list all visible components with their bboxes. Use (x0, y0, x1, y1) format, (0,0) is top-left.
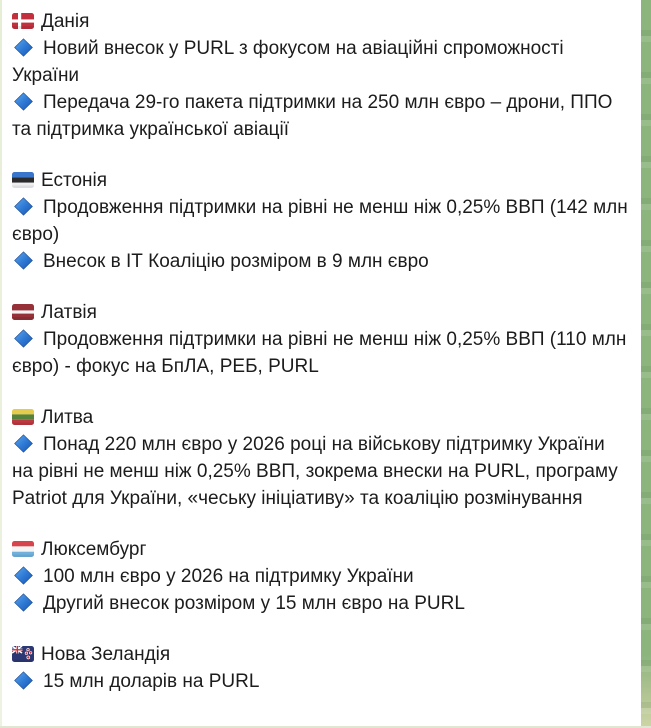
blue-diamond-icon (14, 197, 33, 216)
item-text: 100 млн євро у 2026 на підтримку України (43, 566, 414, 587)
blue-diamond-icon (14, 566, 33, 585)
item-text: 15 млн доларів на PURL (43, 671, 260, 692)
item-text: Внесок в ІТ Коаліцію розміром в 9 млн євро (43, 251, 429, 272)
support-item (12, 326, 631, 380)
country-header (12, 299, 631, 326)
bubble-left-edge (0, 0, 2, 728)
flag-denmark-icon (12, 13, 34, 29)
country-header (12, 536, 631, 563)
item-text: Другий внесок розміром у 15 млн євро на PURL (43, 593, 465, 614)
country-name: Литва (41, 407, 94, 428)
item-text: Новий внесок у PURL з фокусом на авіаційні спроможності України (12, 38, 564, 86)
country-header (12, 167, 631, 194)
support-item (12, 248, 631, 275)
blue-diamond-icon (14, 671, 33, 690)
item-text: Понад 220 млн євро у 2026 році на військову підтримку України на рівні не менш ніж 0,25% ВВП, зокрема внески на PURL, програму Patriot для України, «чеську ініціативу» та коаліцію розмінування (12, 434, 618, 509)
blue-diamond-icon (14, 593, 33, 612)
blue-diamond-icon (14, 434, 33, 453)
country-section-estonia (12, 167, 631, 275)
country-header (12, 404, 631, 431)
country-name: Латвія (41, 302, 97, 323)
item-text: Продовження підтримки на рівні не менш ніж 0,25% ВВП (142 млн євро) (12, 197, 628, 245)
country-section-latvia (12, 299, 631, 380)
item-text: Продовження підтримки на рівні не менш ніж 0,25% ВВП (110 млн євро) - фокус на БпЛА, РЕБ, PURL (12, 329, 627, 377)
country-header (12, 641, 631, 668)
support-item (12, 668, 631, 695)
blue-diamond-icon (14, 92, 33, 111)
country-section-denmark (12, 8, 631, 143)
support-item (12, 194, 631, 248)
blue-diamond-icon (14, 251, 33, 270)
country-section-new-zealand (12, 641, 631, 695)
flag-luxembourg-icon (12, 541, 34, 557)
country-name: Люксембург (41, 539, 147, 560)
support-item (12, 590, 631, 617)
country-header (12, 8, 631, 35)
support-item (12, 431, 631, 512)
flag-estonia-icon (12, 172, 34, 188)
country-name: Нова Зеландія (41, 644, 171, 665)
blue-diamond-icon (14, 38, 33, 57)
flag-latvia-icon (12, 304, 34, 320)
country-name: Естонія (41, 170, 108, 191)
country-name: Данія (41, 11, 90, 32)
blue-diamond-icon (14, 329, 33, 348)
chat-background-strip (641, 0, 651, 728)
country-section-lithuania (12, 404, 631, 512)
flag-new-zealand-icon (12, 646, 34, 662)
country-section-luxembourg (12, 536, 631, 617)
support-item (12, 35, 631, 89)
support-item (12, 89, 631, 143)
flag-lithuania-icon (12, 409, 34, 425)
support-item (12, 563, 631, 590)
item-text: Передача 29-го пакета підтримки на 250 млн євро – дрони, ППО та підтримка української авіації (12, 92, 613, 140)
